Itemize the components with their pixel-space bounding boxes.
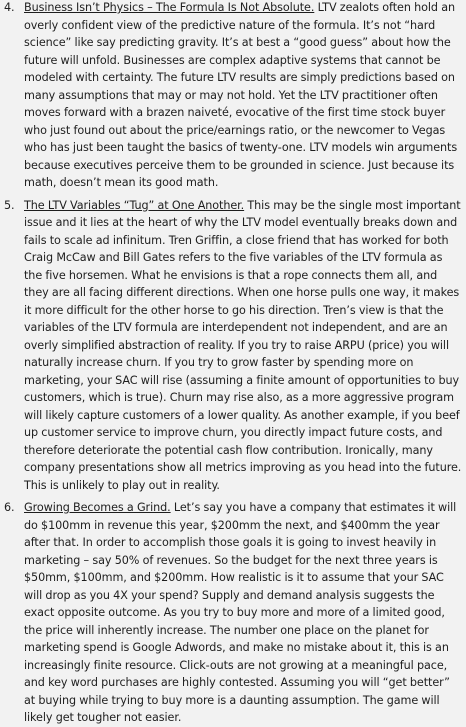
item-heading: Business Isn’t Physics – The Formula Is Not Absolute.	[24, 1, 315, 14]
document-body	[4, 0, 462, 727]
item-heading: Growing Becomes a Grind.	[24, 501, 171, 514]
item-number: 6.	[4, 501, 15, 514]
item-body: LTV zealots often hold an overly confident view of the predictive nature of the formula. It’s not “hard science” like say predicting gravity. It’s at best a “good guess” about how the future will unfold. Businesses are complex adaptive systems that cannot be modeled with certainty. The future LTV results are simply predictions based on many assumptions that may or may not hold. Yet the LTV practitioner often moves forward with a brazen naiveté, evocative of the first time stock buyer who just found out about the price/earnings ratio, or the newcomer to Vegas who has just been taught the basics of twenty-one. LTV models win arguments because executives perceive them to be grounded in science. Just because its math, doesn’t mean its good math.	[24, 1, 458, 189]
numbered-item-5	[4, 197, 462, 495]
item-body: Let’s say you have a company that estimates it will do $100mm in revenue this year, $200mm the next, and $400mm the year after that. In order to accomplish those goals it is going to invest heavily in marketing – say 50% of revenues. So the budget for the next three years is $50mm, $100mm, and $200mm. How realistic is it to assume that your SAC will drop as you 4X your spend? Supply and demand analysis suggests the exact opposite outcome. As you try to buy more and more of a limited good, the price will inherently increase. The number one place on the planet for marketing spend is Google Adwords, and make no mistake about it, this is an increasingly finite resource. Click-outs are not growing at a meaningful pace, and key word purchases are highly contested. Assuming you will “get better” at buying while trying to buy more is a daunting assumption. The game will likely get tougher not easier.	[24, 501, 457, 724]
item-heading: The LTV Variables “Tug” at One Another.	[24, 198, 245, 212]
item-number: 5.	[4, 198, 15, 212]
numbered-item-6	[4, 499, 462, 727]
numbered-item-4	[4, 0, 462, 192]
item-body: This may be the single most important issue and it lies at the heart of why the LTV model eventually breaks down and fails to scale ad infinitum. Tren Griffin, a close friend that has worked for both Craig McCaw and Bill Gates refers to the five variables of the LTV formula as the five horsemen. What he envisions is that a rope connects them all, and they are all facing different directions. When one horse pulls one way, it makes it more difficult for the other horse to go his direction. Tren’s view is that the variables of the LTV formula are interdependent not independent, and are an overly simplified abstraction of reality. If you try to raise ARPU (price) you will naturally increase churn. If you try to grow faster by spending more on marketing, your SAC will rise (assuming a finite amount of opportunities to buy customers, which is true). Churn may rise also, as a more aggressive program will likely capture customers of a lower quality. As another example, if you beef up customer service to improve churn, you directly impact future costs, and therefore deteriorate the potential cash flow contribution. Ironically, many company presentations show all metrics improving as you head into the future. This is unlikely to play out in reality.	[24, 198, 462, 492]
item-number: 4.	[4, 1, 15, 14]
